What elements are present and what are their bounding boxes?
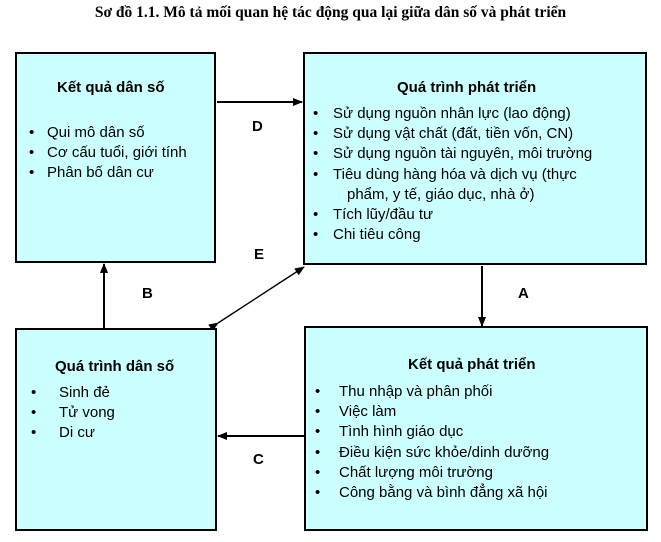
diagram-title: Sơ đồ 1.1. Mô tả mối quan hệ tác động qua lại giữa dân số và phát triển	[94, 4, 567, 21]
label-e: E	[254, 246, 265, 263]
list-item: • Việc làm	[315, 402, 549, 422]
bullet-icon: •	[313, 226, 319, 244]
bullet-icon: •	[315, 484, 321, 502]
bullet-icon: •	[315, 383, 321, 400]
bullet-icon: •	[29, 124, 35, 141]
bullet-icon: •	[31, 404, 37, 422]
label-d: D	[252, 118, 263, 135]
list-qua-trinh-dan-so	[31, 383, 115, 444]
box-title-ket-qua-dan-so: Kết quả dân số	[57, 79, 165, 96]
label-b: B	[142, 285, 153, 302]
list-item: • Tình hình giáo dục	[315, 422, 549, 442]
list-ket-qua-dan-so	[29, 123, 187, 184]
list-item: • Sinh đẻ	[31, 383, 115, 403]
bullet-icon: •	[29, 164, 35, 182]
list-item: • Sử dụng nguồn tài nguyên, môi trường	[313, 144, 592, 164]
box-title-qua-trinh-dan-so: Quá trình dân số	[55, 358, 175, 375]
list-item: • Tử vong	[31, 403, 115, 423]
list-item: • Sử dụng nguồn nhân lực (lao động)	[313, 104, 592, 124]
box-ket-qua-phat-trien	[304, 326, 648, 531]
bullet-icon: •	[313, 105, 319, 122]
box-title-qua-trinh-phat-trien: Quá trình phát triển	[397, 79, 537, 96]
list-item: • Phân bố dân cư	[29, 163, 187, 183]
bullet-icon: •	[315, 463, 321, 481]
label-c: C	[253, 451, 264, 468]
arrow-e	[218, 267, 304, 323]
bullet-icon: •	[313, 145, 319, 163]
bullet-icon: •	[315, 403, 321, 421]
bullet-icon: •	[315, 443, 321, 461]
bullet-icon: •	[313, 206, 319, 224]
label-a: A	[518, 285, 529, 302]
list-ket-qua-phat-trien	[315, 382, 549, 503]
list-item: • Qui mô dân số	[29, 123, 187, 143]
list-item: • Tiêu dùng hàng hóa và dịch vụ (thực	[313, 165, 592, 185]
box-title-ket-qua-phat-trien: Kết quả phát triển	[408, 356, 536, 373]
bullet-icon: •	[315, 423, 321, 441]
list-item: • Điều kiện sức khỏe/dinh dưỡng	[315, 443, 549, 463]
bullet-icon: •	[31, 424, 37, 442]
box-qua-trinh-phat-trien	[303, 52, 647, 265]
list-item: • Công bằng và bình đẳng xã hội	[315, 483, 549, 503]
list-item: • Chất lượng môi trường	[315, 463, 549, 483]
list-qua-trinh-phat-trien	[313, 104, 592, 245]
list-item: • Di cư	[31, 423, 115, 443]
list-item: • Cơ cấu tuổi, giới tính	[29, 143, 187, 163]
list-item: • Chi tiêu công	[313, 225, 592, 245]
bullet-icon: •	[29, 144, 35, 162]
bullet-icon: •	[313, 165, 319, 183]
bullet-icon: •	[31, 384, 37, 401]
list-item: • Thu nhập và phân phối	[315, 382, 549, 402]
box-qua-trinh-dan-so	[15, 328, 217, 531]
list-item: • Tích lũy/đầu tư	[313, 205, 592, 225]
list-item-continuation: phẩm, y tế, giáo dục, nhà ở)	[347, 185, 535, 203]
list-item: • Sử dụng vật chất (đất, tiền vốn, CN)	[313, 124, 592, 144]
box-ket-qua-dan-so	[15, 52, 216, 263]
bullet-icon: •	[313, 125, 319, 143]
